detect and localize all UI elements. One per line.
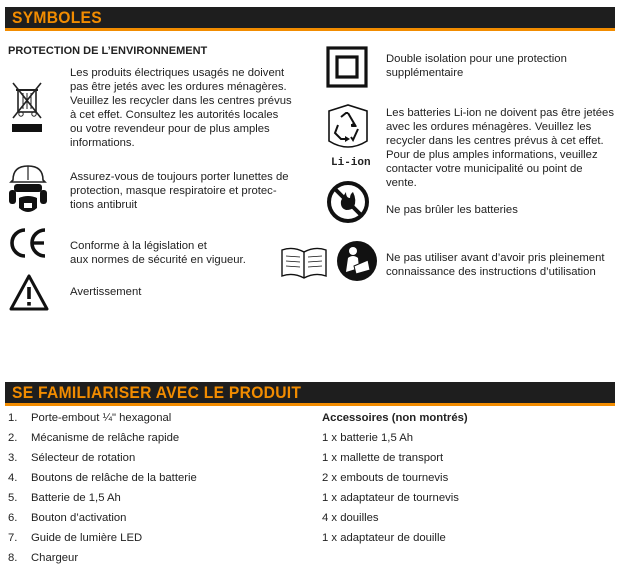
list-item: 1 x mallette de transport: [322, 452, 444, 464]
list-item: 3. Sélecteur de rotation: [8, 452, 136, 464]
double-insulation-icon: [326, 46, 368, 88]
list-item: 1 x batterie 1,5 Ah: [322, 432, 414, 444]
li-ion-label: Li-ion: [331, 157, 371, 169]
list-item: 1. Porte-embout ¼" hexagonal: [8, 412, 172, 424]
right-item-text-3: Ne pas brûler les batteries: [386, 204, 518, 216]
parts-list: [8, 411, 197, 571]
list-item: 4 x douilles: [322, 512, 379, 524]
accessories-title: Accessoires (non montrés): [322, 412, 468, 424]
list-item: 1 x adaptateur de douille: [322, 532, 446, 544]
symbols-banner: [5, 7, 615, 31]
safety-gear-icon: [7, 162, 49, 218]
recycle-icon: [325, 103, 371, 157]
list-item: 2. Mécanisme de relâche rapide: [8, 432, 180, 444]
list-item: 5. Batterie de 1,5 Ah: [8, 492, 121, 504]
read-manual-icon: [336, 240, 378, 282]
warning-triangle-icon: [9, 273, 49, 313]
right-item-text-2: Les batteries Li-ion ne doivent pas être jetées avec les ordures ménagères. Veuillez les recycler dans les centres prévus à cet effet. Pour de plus amples informations, veuillez contacter votre municipalité ou point de vente.: [386, 107, 614, 189]
list-item: 2 x embouts de tournevis: [322, 472, 449, 484]
left-item-text-2: Assurez-vous de toujours porter lunettes de protection, masque respiratoire et protec- tions antibruit: [70, 171, 289, 211]
left-item-text-4: Avertissement: [70, 286, 142, 298]
list-item: 8. Chargeur: [8, 552, 79, 564]
symbols-title: SYMBOLES: [12, 8, 102, 27]
list-item: 4. Boutons de relâche de la batterie: [8, 472, 197, 484]
list-item: 6. Bouton d’activation: [8, 512, 127, 524]
right-item-text-1: Double isolation pour une protection supplémentaire: [386, 53, 567, 79]
left-item-text-1: Les produits électriques usagés ne doivent pas être jetés avec les ordures ménagères. Veuillez les recycler dans les centres prévus à cet effet. Consultez les autorités locales ou votre revendeur pour de plus amples informations.: [70, 67, 292, 149]
list-item: 1 x adaptateur de tournevis: [322, 492, 459, 504]
no-burn-icon: [326, 180, 370, 224]
product-banner: [5, 382, 615, 406]
right-item-text-4: Ne pas utiliser avant d’avoir pris pleinement connaissance des instructions d’utilisation: [386, 252, 605, 278]
env-heading: PROTECTION DE L’ENVIRONNEMENT: [8, 45, 208, 57]
ce-mark-icon: [6, 226, 50, 260]
list-item: 7. Guide de lumière LED: [8, 532, 143, 544]
product-title: SE FAMILIARISER AVEC LE PRODUIT: [12, 383, 302, 402]
left-item-text-3: Conforme à la législation et aux normes de sécurité en vigueur.: [70, 240, 246, 266]
open-book-icon: [279, 244, 329, 280]
crossed-bin-icon: [10, 80, 44, 138]
accessories-list: [322, 411, 468, 551]
